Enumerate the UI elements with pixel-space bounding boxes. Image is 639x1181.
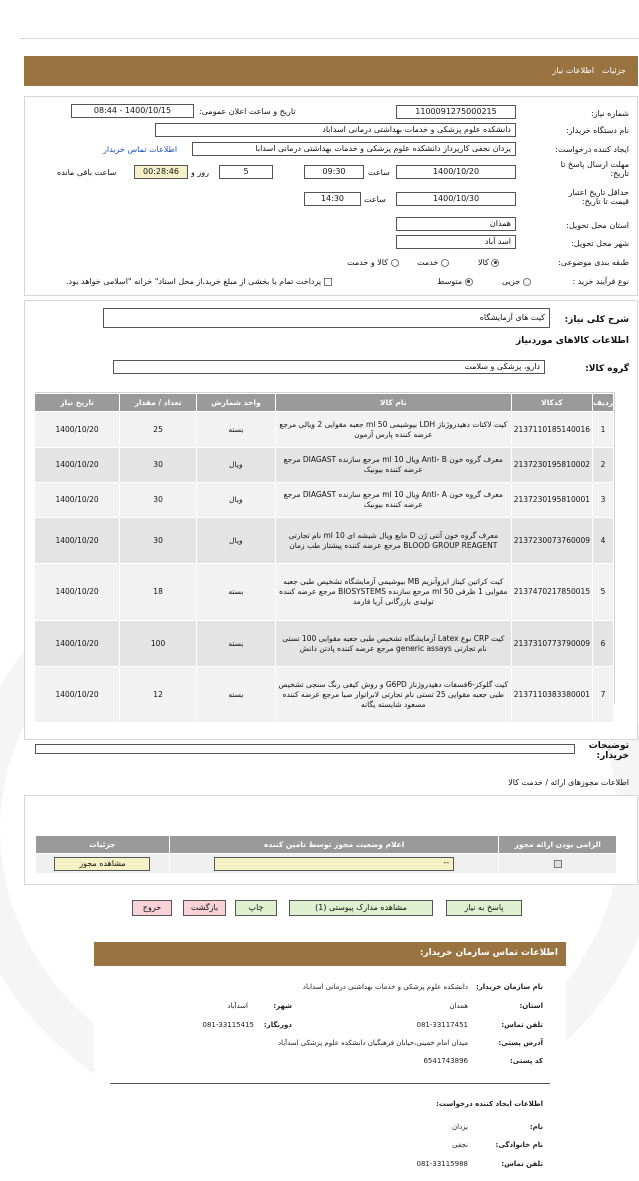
contact-address: میدان امام خمینی،خیابان فرهنگیان دانشکده علوم پزشکی اسدآباد bbox=[277, 1039, 468, 1047]
goods-unit: ویال bbox=[196, 483, 275, 518]
goods-qty: 18 bbox=[120, 564, 197, 621]
goods-qty: 30 bbox=[120, 518, 197, 564]
top-divider bbox=[20, 38, 639, 39]
row-number: 6 bbox=[593, 621, 614, 667]
goods-name: معرف گروه خون Anti- B ویال 10 ml مرجع سازنده DIAGAST مرجع عرضه کننده بیونیک bbox=[275, 448, 511, 483]
goods-qty: 12 bbox=[120, 667, 197, 723]
city-label: شهر محل تحویل: bbox=[571, 239, 629, 248]
goods-code: 2137110185140016 bbox=[511, 412, 592, 448]
reply-button[interactable]: پاسخ به نیاز bbox=[446, 900, 522, 916]
contact-postal: 6541743896 bbox=[423, 1057, 468, 1065]
goods-unit: ویال bbox=[196, 518, 275, 564]
purchase-type-label: نوع فرآیند خرید : bbox=[572, 277, 629, 286]
category-service-radio[interactable] bbox=[441, 259, 449, 267]
row-number: 2 bbox=[593, 448, 614, 483]
goods-info-title: اطلاعات کالاهای موردنیاز bbox=[515, 336, 629, 346]
goods-name: کیت لاکتات دهیدروژناز LDH بیوشیمی 50 ml جعبه مقوایی 2 ویالی مرجع عرضه کننده پارس آزمون bbox=[275, 412, 511, 448]
goods-table bbox=[34, 393, 614, 723]
col-permit-details: جزئیات bbox=[36, 836, 170, 854]
goods-date: 1400/10/20 bbox=[35, 621, 120, 667]
table-row[interactable] bbox=[35, 483, 614, 518]
announce-label: تاریخ و ساعت اعلان عمومی: bbox=[199, 107, 296, 116]
row-number: 5 bbox=[593, 564, 614, 621]
buyer-org-field: دانشکده علوم پزشکی و خدمات بهداشتی درمانی اسداباد bbox=[155, 123, 516, 137]
creator-field: یزدان نجفی کارپرداز دانشکده علوم پزشکی و خدمات بهداشتی درمانی اسدابا bbox=[192, 142, 516, 156]
goods-unit: ویال bbox=[196, 448, 275, 483]
contact-province: همدان bbox=[449, 1002, 468, 1010]
table-row[interactable] bbox=[35, 412, 614, 448]
col-row: ردیف bbox=[593, 394, 614, 412]
creator-family: نجفی bbox=[452, 1141, 468, 1149]
goods-qty: 25 bbox=[120, 412, 197, 448]
province-label: استان محل تحویل: bbox=[566, 221, 629, 230]
goods-code: 2137110383380001 bbox=[511, 667, 592, 723]
need-info-link[interactable]: اطلاعات نیاز bbox=[552, 66, 594, 75]
category-service-option[interactable]: خدمت bbox=[417, 258, 449, 267]
view-permit-button[interactable]: مشاهده مجوز bbox=[54, 857, 150, 871]
need-number-field: 1100091275000215 bbox=[396, 105, 516, 119]
creator-family-label: نام خانوادگی: bbox=[495, 1141, 543, 1149]
purchase-medium-radio[interactable] bbox=[465, 278, 473, 286]
goods-code: 2137230073760009 bbox=[511, 518, 592, 564]
goods-name: کیت کراتین کیناز ایزوآنزیم MB بیوشیمی آزمایشگاه تشخیص طبی جعبه مقوایی 1 ظرفی 50 ml مرجع سازنده BIOSYSTEMS مرجع عرضه کننده تولیدی بازرگانی آریا فارمد bbox=[275, 564, 511, 621]
contact-title-bar bbox=[94, 942, 566, 966]
province-field: همدان bbox=[396, 217, 516, 231]
row-number: 1 bbox=[593, 412, 614, 448]
permits-table bbox=[35, 835, 617, 874]
remaining-label: ساعت باقی مانده bbox=[57, 168, 117, 177]
goods-unit: بسته bbox=[196, 412, 275, 448]
buyer-notes-field bbox=[35, 744, 575, 754]
col-permit-status: اعلام وضعیت مجوز توسط تامین کننده bbox=[169, 836, 499, 854]
category-goods-option[interactable]: کالا bbox=[478, 258, 499, 267]
contact-phone-label: تلفن تماس: bbox=[501, 1021, 543, 1029]
validity-time-field: 14:30 bbox=[304, 192, 361, 206]
creator-name: یزدان bbox=[451, 1123, 468, 1131]
category-both-option[interactable]: کالا و خدمت bbox=[347, 258, 399, 267]
treasury-payment-checkbox[interactable] bbox=[324, 278, 332, 286]
purchase-medium-option[interactable]: متوسط bbox=[437, 277, 473, 286]
reply-time-field: 09:30 bbox=[304, 165, 364, 179]
goods-qty: 100 bbox=[120, 621, 197, 667]
row-number: 4 bbox=[593, 518, 614, 564]
goods-table-frame bbox=[35, 392, 615, 709]
goods-date: 1400/10/20 bbox=[35, 564, 120, 621]
exit-button[interactable]: خروج bbox=[132, 900, 172, 916]
goods-qty: 30 bbox=[120, 448, 197, 483]
goods-date: 1400/10/20 bbox=[35, 412, 120, 448]
buyer-org-label: نام دستگاه خریدار: bbox=[566, 126, 629, 135]
permit-required-checkbox[interactable] bbox=[554, 860, 562, 868]
creator-name-label: نام: bbox=[529, 1123, 543, 1131]
permit-status-field: -- bbox=[214, 857, 454, 871]
category-label: طبقه بندی موضوعی: bbox=[558, 258, 629, 267]
creator-label: ایجاد کننده درخواست: bbox=[555, 145, 629, 154]
permits-title: اطلاعات مجوزهای ارائه / خدمت کالا bbox=[508, 778, 629, 787]
col-qty: تعداد / مقدار bbox=[120, 394, 197, 412]
goods-name: کیت CRP نوع Latex آزمایشگاه تشخیص طبی جعبه مقوایی 100 تستی نام تجارتی generic assays مرجع عرضه کننده پادتن دانش bbox=[275, 621, 511, 667]
table-row[interactable] bbox=[35, 667, 614, 723]
row-number: 7 bbox=[593, 667, 614, 723]
goods-name: معرف گروه خون آنتی ژن D مایع ویال شیشه ای 10 ml نام تجارتی BLOOD GROUP REAGENT مرجع عرضه کننده پیشتاز طب زمان bbox=[275, 518, 511, 564]
validity-time-label: ساعت bbox=[364, 195, 386, 204]
days-label: روز و bbox=[191, 168, 209, 177]
goods-date: 1400/10/20 bbox=[35, 667, 120, 723]
col-name: نام کالا bbox=[275, 394, 511, 412]
reply-time-label: ساعت bbox=[368, 168, 390, 177]
col-date: تاریخ نیاز bbox=[35, 394, 120, 412]
table-row[interactable] bbox=[35, 448, 614, 483]
goods-date: 1400/10/20 bbox=[35, 448, 120, 483]
buyer-notes-label: توضیحات خریدار: bbox=[588, 741, 629, 761]
contact-province-label: استان: bbox=[519, 1002, 543, 1010]
reply-date-field: 1400/10/20 bbox=[396, 165, 516, 179]
validity-date-field: 1400/10/30 bbox=[396, 192, 516, 206]
treasury-payment-option[interactable]: پرداخت تمام یا بخشی از مبلغ خرید،از محل اسناد" خزانه "اسلامی خواهد بود. bbox=[66, 277, 332, 286]
city-field: اسد آباد bbox=[396, 235, 516, 249]
goods-code: 2137230195810002 bbox=[511, 448, 592, 483]
details-link[interactable]: جزئیات bbox=[602, 66, 626, 75]
row-number: 3 bbox=[593, 483, 614, 518]
contact-postal-label: کد پستی: bbox=[509, 1057, 543, 1065]
goods-date: 1400/10/20 bbox=[35, 518, 120, 564]
contact-divider bbox=[110, 1083, 550, 1084]
goods-qty: 30 bbox=[120, 483, 197, 518]
goods-code: 2137470217850015 bbox=[511, 564, 592, 621]
category-goods-radio[interactable] bbox=[491, 259, 499, 267]
remaining-time-field: 00:28:46 bbox=[134, 165, 188, 179]
creator-phone-label: تلفن تماس: bbox=[501, 1160, 543, 1168]
contact-fax-label: دورنگار: bbox=[263, 1021, 292, 1029]
creator-phone: 081-33115988 bbox=[416, 1160, 468, 1168]
col-permit-required: الزامی بودن ارائه مجوز bbox=[499, 836, 617, 854]
permit-details-cell bbox=[36, 854, 170, 874]
contact-city: اسدآباد bbox=[227, 1002, 248, 1010]
category-both-radio[interactable] bbox=[391, 259, 399, 267]
permit-required-cell bbox=[499, 854, 617, 874]
table-row bbox=[36, 854, 617, 874]
purchase-minor-radio[interactable] bbox=[523, 278, 531, 286]
goods-group-label: گروه کالا: bbox=[585, 364, 629, 374]
contact-city-label: شهر: bbox=[273, 1002, 292, 1010]
goods-group-field: دارو، پزشکی و سلامت bbox=[113, 360, 545, 374]
days-field: 5 bbox=[219, 165, 273, 179]
attachments-button[interactable]: مشاهده مدارک پیوستی (1) bbox=[289, 900, 433, 916]
header-bar bbox=[24, 56, 638, 86]
summary-field: کیت های آزمایشگاه bbox=[103, 308, 550, 328]
goods-name: کیت گلوکز-6فسفات دهیدروژناز G6PD و روش کیفی رنگ سنجی تشخیص طبی جعبه مقوایی 25 تستی نام تجارتی لابراتوار صبا مرجع عرضه کننده مسعود شایسته یگانه bbox=[275, 667, 511, 723]
contact-title: اطلاعات تماس سازمان خریدار: bbox=[419, 948, 558, 958]
contact-org: دانشکده علوم پزشکی و خدمات بهداشتی درمانی اسداباد bbox=[302, 983, 468, 991]
announce-field: 1400/10/15 - 08:44 bbox=[71, 104, 194, 118]
need-number-label: شماره نیاز: bbox=[591, 109, 629, 118]
permit-status-cell bbox=[169, 854, 499, 874]
print-button[interactable]: چاپ bbox=[235, 900, 277, 916]
contact-address-label: آدرس پستی: bbox=[498, 1039, 543, 1047]
contact-org-label: نام سازمان خریدار: bbox=[475, 983, 543, 991]
purchase-minor-option[interactable]: جزیی bbox=[502, 277, 531, 286]
contact-fax: 081-33115415 bbox=[202, 1021, 254, 1029]
back-button[interactable]: بازگشت bbox=[183, 900, 226, 916]
creator-info-title: اطلاعات ایجاد کننده درخواست: bbox=[436, 1100, 543, 1108]
goods-unit: بسته bbox=[196, 667, 275, 723]
buyer-contact-link[interactable]: اطلاعات تماس خریدار bbox=[103, 145, 178, 154]
min-validity-label: حداقل تاریخ اعتبار قیمت تا تاریخ: bbox=[568, 188, 629, 206]
col-unit: واحد شمارش bbox=[196, 394, 275, 412]
goods-date: 1400/10/20 bbox=[35, 483, 120, 518]
table-row[interactable] bbox=[35, 564, 614, 621]
goods-unit: بسته bbox=[196, 564, 275, 621]
goods-unit: بسته bbox=[196, 621, 275, 667]
goods-name: معرف گروه خون Anti- A ویال 10 ml مرجع سازنده DIAGAST مرجع عرضه کننده بیونیک bbox=[275, 483, 511, 518]
goods-code: 2137230195810001 bbox=[511, 483, 592, 518]
summary-label: شرح کلی نیاز: bbox=[564, 315, 629, 325]
table-row[interactable] bbox=[35, 621, 614, 667]
col-code: کدکالا bbox=[511, 394, 592, 412]
goods-code: 2137310773790009 bbox=[511, 621, 592, 667]
reply-deadline-label: مهلت ارسال پاسخ تا تاریخ: bbox=[560, 160, 629, 178]
table-row[interactable] bbox=[35, 518, 614, 564]
contact-phone: 081-33117451 bbox=[416, 1021, 468, 1029]
